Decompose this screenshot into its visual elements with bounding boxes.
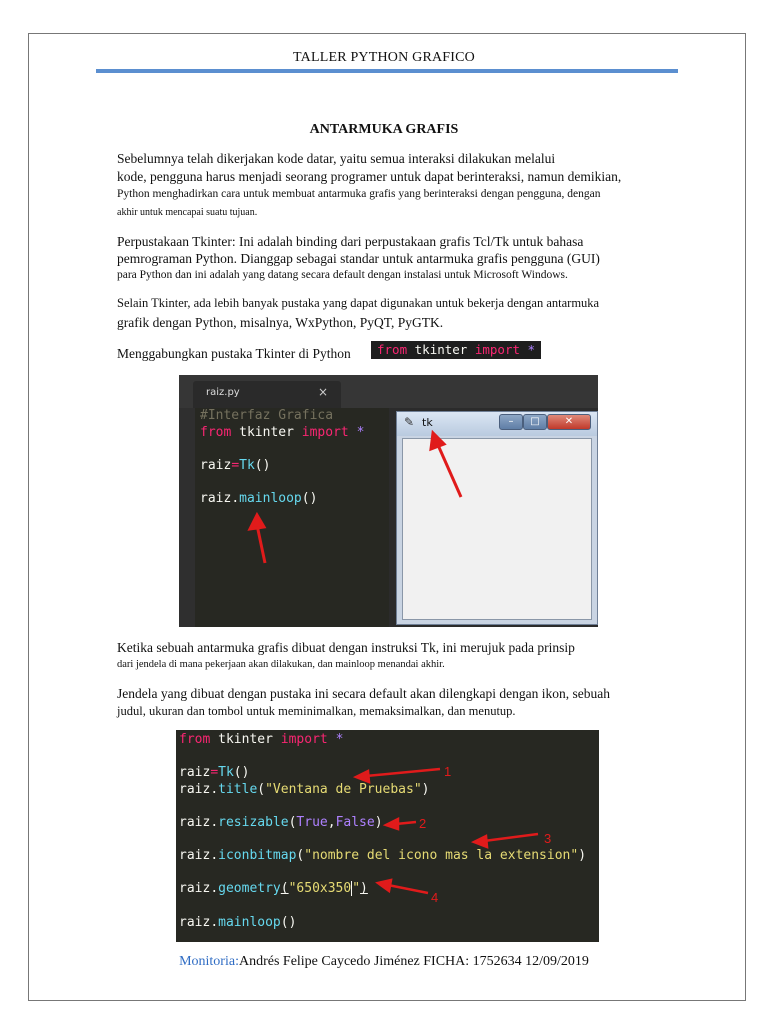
op-eq: = [210,765,219,781]
dot: . [210,914,219,930]
var-raiz: raiz [200,457,232,473]
str-geometry-a: "650x350 [288,881,352,897]
module-name: tkinter [218,732,273,747]
paragraph-3-line-1: Selain Tkinter, ada lebih banyak pustaka yang dapat digunakan untuk bekerja dengan antarmuka [117,296,600,310]
kw-from: from [200,424,232,440]
close-paren: ) [578,848,587,864]
dot: . [231,490,240,506]
inline-code-import [371,341,541,359]
arrow-tk-label [438,445,461,497]
footer-label: Monitoria: [179,954,239,969]
var-raiz: raiz [179,781,211,797]
kw-from: from [377,342,408,357]
code-screenshot [176,730,599,942]
open-paren: ( [257,781,266,797]
editor-screenshot [179,375,598,627]
fn-mainloop: mainloop [218,914,281,930]
editor-tab-name: raiz.py [206,387,240,398]
fn-iconbitmap: iconbitmap [218,848,297,864]
arrow-3-head [474,836,487,847]
var-raiz: raiz [179,765,211,781]
fn-tk: Tk [239,457,255,473]
feather-icon: ✎ [404,415,415,429]
var-raiz: raiz [200,490,232,506]
open-paren: ( [288,814,297,830]
paragraph-3-line-2: grafik dengan Python, misalnya, WxPython, PyQT, PyGTK. [117,315,444,330]
annotation-label-4: 4 [431,890,439,905]
arrow-mainloop [257,525,265,563]
paragraph-2-line-3: para Python dan ini adalah yang datang secara default dengan instalasi untuk Microsoft Windows. [117,269,568,281]
paragraph-2-line-2: pemrograman Python. Dianggap sebagai standar untuk antarmuka grafis pengguna (GUI) [117,251,600,266]
kw-import: import [280,732,328,747]
arrow-mainloop-head [250,515,264,529]
op-eq: = [231,457,240,473]
minimize-button[interactable]: – [499,414,523,430]
paragraph-1-line-2: kode, pengguna harus menjadi seorang programer untuk dapat berinteraksi, namun demikian, [117,169,622,184]
paragraph-4: Menggabungkan pustaka Tkinter di Python [117,346,351,361]
dot: . [210,814,219,830]
header-rule [96,69,678,73]
paragraph-2-line-1: Perpustakaan Tkinter: Ini adalah binding dari perpustakaan grafis Tcl/Tk untuk bahasa [117,234,584,249]
paragraph-5-line-1: Ketika sebuah antarmuka grafis dibuat dengan instruksi Tk, ini merujuk pada prinsip [117,640,575,655]
module-name: tkinter [414,342,468,357]
dot: . [210,848,219,864]
paragraph-1-line-1: Sebelumnya telah dikerjakan kode datar, yaitu semua interaksi dilakukan melalui [117,151,556,166]
code-comment: #Interfaz Grafica [200,408,334,423]
footer-text: Andrés Felipe Caycedo Jiménez FICHA: 1752634 12/09/2019 [238,954,589,969]
star: * [527,342,536,357]
parens: () [254,457,271,473]
annotation-label-3: 3 [544,831,552,846]
str-geometry-b: " [352,881,361,897]
page-footer [0,954,768,970]
close-icon[interactable]: × [318,385,329,399]
fn-geometry: geometry [218,881,281,897]
var-raiz: raiz [179,881,211,897]
section-title: ANTARMUKA GRAFIS [309,122,459,137]
fn-title: title [218,781,258,797]
close-paren: ) [421,781,430,797]
str-title: "Ventana de Pruebas" [265,781,422,797]
star: * [356,424,365,440]
arrow-1-head [356,771,369,782]
dot: . [210,781,219,797]
arrow-2-head [386,819,398,829]
const-false: False [335,814,375,830]
close-button[interactable]: ✕ [547,414,591,430]
annotation-label-1: 1 [444,764,452,779]
maximize-button[interactable]: □ [523,414,547,430]
tk-window-title: tk [422,416,433,429]
paragraph-1-line-3: Python menghadirkan cara untuk membuat antarmuka grafis yang berinteraksi dengan pengguna, dengan [117,188,601,200]
parens: () [280,914,297,930]
var-raiz: raiz [179,848,211,864]
annotation-label-2: 2 [419,816,427,831]
arrow-3 [484,834,538,841]
paragraph-1-line-4: akhir untuk mencapai suatu tujuan. [117,207,258,218]
parens: () [301,490,318,506]
annotation-arrows-2 [176,730,599,942]
fn-tk: Tk [218,765,234,781]
comma: , [327,814,336,830]
open-paren: ( [280,881,289,897]
star: * [335,732,344,747]
module-name: tkinter [239,424,294,440]
close-paren: ) [374,814,383,830]
paragraph-6-line-1: Jendela yang dibuat dengan pustaka ini secara default akan dilengkapi dengan ikon, sebuah [117,686,610,701]
paragraph-5-line-2: dari jendela di mana pekerjaan akan dilakukan, dan mainloop menandai akhir. [117,659,445,670]
annotation-arrows-1 [179,375,598,627]
arrow-tk-label-head [431,433,444,449]
kw-from: from [179,732,211,747]
parens: () [233,765,250,781]
dot: . [210,881,219,897]
fn-resizable: resizable [218,814,289,830]
var-raiz: raiz [179,914,211,930]
str-iconbitmap: "nombre del icono mas la extension" [304,848,579,864]
kw-import: import [301,424,349,440]
const-true: True [296,814,328,830]
arrow-4 [388,885,428,893]
open-paren: ( [296,848,305,864]
arrow-1 [366,769,440,776]
page-header-title: TALLER PYTHON GRAFICO [293,50,475,65]
arrow-4-head [378,880,391,891]
close-paren: ) [360,881,368,897]
var-raiz: raiz [179,814,211,830]
kw-import: import [474,342,521,357]
fn-mainloop: mainloop [239,490,302,506]
paragraph-6-line-2: judul, ukuran dan tombol untuk meminimalkan, memaksimalkan, dan menutup. [117,704,516,718]
